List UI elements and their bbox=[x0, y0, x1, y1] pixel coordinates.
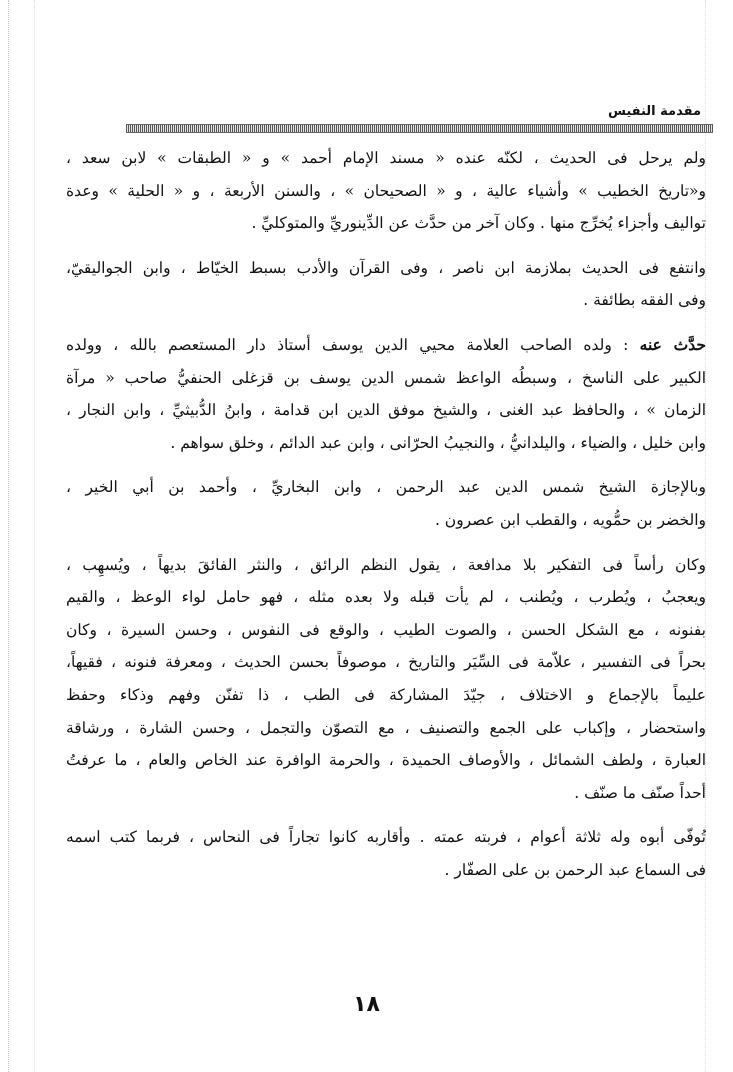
text-line: والخضر بن حمُّويه ، والقطب ابن عصرون . bbox=[434, 510, 706, 529]
text-line: تواليف وأجزاء يُخرِّج منها . وكان آخر من حدَّث عن الدِّينوريِّ والمتوكليِّ . bbox=[251, 214, 706, 233]
text-line: وانتفع فى الحديث بملازمة ابن ناصر ، وفى القرآن والأدب بسبط الخيّاط ، وابن الجواليقيّ، bbox=[66, 258, 706, 277]
text-line: عليماً بالإجماع و الاختلاف ، جيّدَ المشاركة فى الطب ، ذا تفنّن وفهم وذكاء وحفظ bbox=[66, 685, 706, 704]
paragraph bbox=[66, 821, 706, 886]
text-line: الزمان » ، والحافظ عبد الغنى ، والشيخ موفق الدين ابن قدامة ، وابنُ الدُّبيثيِّ ، وابن النجار ، bbox=[66, 401, 706, 420]
header-rule bbox=[126, 124, 713, 133]
paragraph bbox=[66, 471, 706, 536]
page-number: ١٨ bbox=[353, 992, 380, 1017]
text-line: ويعجبُ ، ويُطرب ، ويُطنب ، لم يأت قبله ولا بعده مثله ، فهو حامل لواء الوعظ ، والقيم bbox=[66, 588, 706, 607]
section-lead: حدَّث عنه bbox=[639, 334, 706, 354]
paragraph bbox=[66, 549, 706, 810]
text-line: ولم يرحل فى الحديث ، لكنّه عنده « مسند الإمام أحمد » و « الطبقات » لابن سعد ، bbox=[66, 149, 706, 167]
text-line: تُوفّى أبوه وله ثلاثة أعوام ، فربته عمته . وأقاربه كانوا تجاراً فى النحاس ، فربما كتب اسمه bbox=[66, 828, 706, 847]
text-line: واستحضار ، وإكباب على الجمع والتصنيف ، مع التصوّن والتجمل ، وحسن الشارة ، ورشاقة bbox=[66, 718, 706, 737]
text-line: وفى الفقه بطائفة . bbox=[583, 291, 706, 310]
text-line: العبارة ، ولطف الشمائل ، والأوصاف الحميدة ، والحرمة الوافرة عند الخاص والعام ، ما عرفتُ bbox=[66, 751, 706, 770]
paragraph bbox=[66, 252, 706, 317]
text-line-rest: : ولده الصاحب العلامة محيي الدين يوسف أستاذ دار المستعصم بالله ، وولده bbox=[66, 335, 629, 354]
text-line: وابن خليل ، والضياء ، واليلدانيُّ ، والنجيبُ الحرّانى ، وابن عبد الدائم ، وخلق سواهم . bbox=[170, 433, 706, 452]
text-line: و«تاريخ الخطيب » وأشياء عالية ، و « الصحيحان » ، والسنن الأربعة ، و « الحلية » وعدة bbox=[66, 181, 706, 200]
body-text bbox=[66, 142, 706, 898]
text-line: بحراً فى التفسير ، علاّمة فى السِّيَر والتاريخ ، موصوفاً بحسن الحديث ، ومعرفة فنونه ، فقيهاً، bbox=[66, 653, 706, 672]
text-line: الكبير على الناسخ ، وسبطُه الواعظ شمس الدين يوسف بن قزغلى الحنفيُّ صاحب « مرآة bbox=[66, 368, 706, 387]
text-line bbox=[66, 329, 706, 362]
paragraph bbox=[66, 329, 706, 459]
text-line: وبالإجازة الشيخ شمس الدين عبد الرحمن ، وابن البخاريِّ ، وأحمد بن أبي الخير ، bbox=[66, 478, 706, 497]
paragraph bbox=[66, 142, 706, 240]
text-line: وكان رأساً فى التفكير بلا مدافعة ، يقول النظم الرائق ، والنثر الفائقَ بديهاً ، ويُسهِب ، bbox=[66, 555, 706, 574]
text-line: بفنونه ، مع الشكل الحسن ، والصوت الطيب ، والوقع فى النفوس ، وحسن السيرة ، وكان bbox=[66, 620, 706, 639]
text-line: فى السماع عبد الرحمن بن على الصفّار . bbox=[444, 860, 706, 879]
text-line: أحداً صنّف ما صنّف . bbox=[574, 783, 706, 802]
running-header: مقدمة النفيس bbox=[607, 104, 701, 119]
scan-dotted-line bbox=[34, 0, 35, 1072]
scan-dotted-line bbox=[8, 0, 9, 1072]
